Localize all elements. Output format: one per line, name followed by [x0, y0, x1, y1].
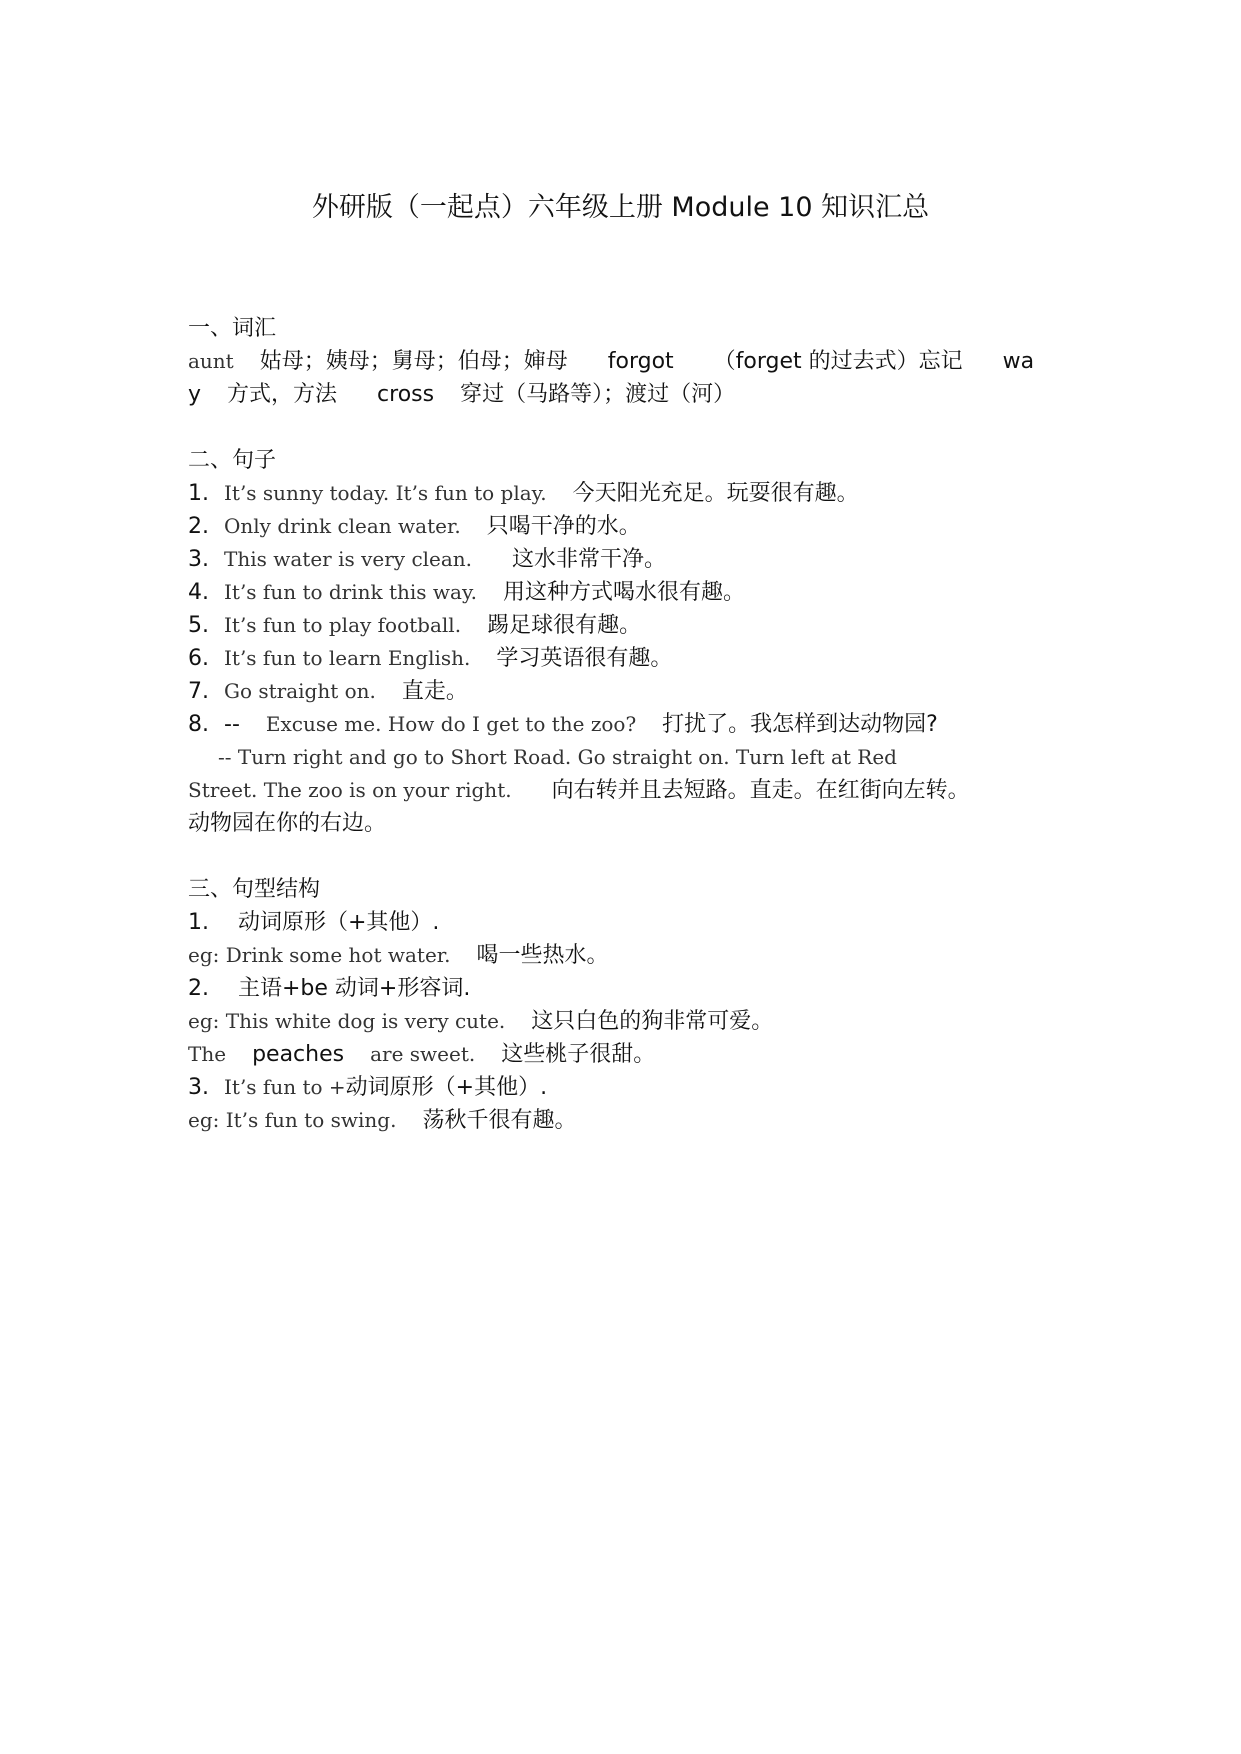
sentence-chinese: 今天阳光充足。玩耍很有趣。 — [572, 481, 859, 506]
sentence-chinese: 直走。 — [401, 679, 468, 704]
sentence-number: 7. — [188, 679, 209, 704]
pattern-example — [188, 1104, 1068, 1137]
sentence-english: This water is very clean. — [224, 547, 473, 571]
sentence-english: It’s fun to drink this way. — [224, 580, 477, 604]
sentence-number: 8. — [188, 712, 209, 737]
example-english: eg: Drink some hot water. — [188, 943, 451, 967]
sentence-item — [188, 642, 1068, 675]
sentence-chinese: 向右转并且去短路。直走。在红街向左转。 — [551, 778, 970, 803]
sentence-item-8-answer-line-1 — [188, 741, 1068, 774]
pattern-example — [188, 1005, 1068, 1038]
pattern-item — [188, 1071, 1068, 1104]
sentence-english: It’s fun to learn English. — [224, 646, 471, 670]
example-english: are sweet. — [370, 1042, 476, 1066]
pattern-example — [188, 1038, 1068, 1071]
vocab-meaning-forgot: （forget 的过去式）忘记 — [713, 349, 963, 374]
sentence-number: 4. — [188, 580, 209, 605]
vocab-meaning-way: 方式，方法 — [227, 382, 338, 407]
example-chinese: 这些桃子很甜。 — [501, 1042, 656, 1067]
pattern-number: 3. — [188, 1075, 209, 1100]
sentence-number: 6. — [188, 646, 209, 671]
example-english: eg: This white dog is very cute. — [188, 1009, 506, 1033]
vocab-line-1 — [188, 345, 1068, 378]
dialogue-dash: -- — [224, 712, 240, 737]
page-title: 外研版（一起点）六年级上册 Module 10 知识汇总 — [311, 192, 930, 223]
sentence-item — [188, 510, 1068, 543]
sentence-item — [188, 609, 1068, 642]
sentence-english: It’s sunny today. It’s fun to play. — [224, 481, 547, 505]
vocab-line-2 — [188, 378, 1068, 411]
sentence-number: 2. — [188, 514, 209, 539]
sentence-number: 1. — [188, 481, 209, 506]
sentence-chinese: 学习英语很有趣。 — [496, 646, 673, 671]
vocab-meaning-cross: 穿过（马路等）；渡过（河） — [460, 382, 736, 407]
sentence-english: Go straight on. — [224, 679, 376, 703]
example-chinese: 荡秋千很有趣。 — [422, 1108, 577, 1133]
pattern-text: 主语+be 动词+形容词. — [238, 976, 471, 1001]
pattern-text: 动词原形（+其他）. — [238, 910, 440, 935]
vocab-word-way-part1: wa — [1002, 349, 1035, 374]
pattern-item — [188, 906, 1068, 939]
example-english: eg: It’s fun to swing. — [188, 1108, 397, 1132]
sentence-english: Street. The zoo is on your right. — [188, 778, 512, 802]
sentence-item — [188, 543, 1068, 576]
sentence-item — [188, 675, 1068, 708]
sentence-item-8-question — [188, 708, 1068, 741]
sentence-item — [188, 477, 1068, 510]
sentence-chinese: 打扰了。我怎样到达动物园? — [662, 712, 938, 737]
sentence-number: 3. — [188, 547, 209, 572]
vocab-meaning-aunt: 姑母；姨母；舅母；伯母；婶母 — [259, 349, 568, 374]
pattern-item — [188, 972, 1068, 1005]
example-english: The — [188, 1042, 227, 1066]
vocab-word-cross: cross — [377, 382, 435, 407]
sentence-item-8-answer-line-2 — [188, 774, 1068, 807]
example-chinese: 喝一些热水。 — [476, 943, 609, 968]
pattern-number: 2. — [188, 976, 209, 1001]
vocab-heading: 一、词汇 — [188, 316, 277, 341]
sentence-english: It’s fun to play football. — [224, 613, 462, 637]
sentence-chinese: 踢足球很有趣。 — [487, 613, 642, 638]
sentence-english: Excuse me. How do I get to the zoo? — [265, 712, 637, 736]
vocab-word-forgot: forgot — [607, 349, 674, 374]
sentence-item-8-answer-line-3: 动物园在你的右边。 — [188, 811, 387, 836]
pattern-text: 动词原形（+其他）. — [345, 1075, 548, 1100]
document-body — [188, 312, 1068, 1137]
sentence-item — [188, 576, 1068, 609]
sentence-english: Only drink clean water. — [224, 514, 461, 538]
vocab-word-aunt: aunt — [188, 349, 234, 373]
pattern-example — [188, 939, 1068, 972]
example-chinese: 这只白色的狗非常可爱。 — [531, 1009, 774, 1034]
sentence-chinese: 这水非常干净。 — [512, 547, 667, 572]
sentence-number: 5. — [188, 613, 209, 638]
vocab-word-way-part2: y — [188, 382, 202, 407]
pattern-english: It’s fun to + — [224, 1075, 346, 1099]
pattern-number: 1. — [188, 910, 209, 935]
sentence-chinese: 只喝干净的水。 — [486, 514, 641, 539]
sentences-heading: 二、句子 — [188, 448, 277, 473]
sentence-chinese: 用这种方式喝水很有趣。 — [502, 580, 745, 605]
patterns-heading: 三、句型结构 — [188, 877, 321, 902]
example-english: peaches — [252, 1042, 345, 1067]
sentence-english: -- Turn right and go to Short Road. Go straight on. Turn left at Red — [218, 745, 897, 769]
